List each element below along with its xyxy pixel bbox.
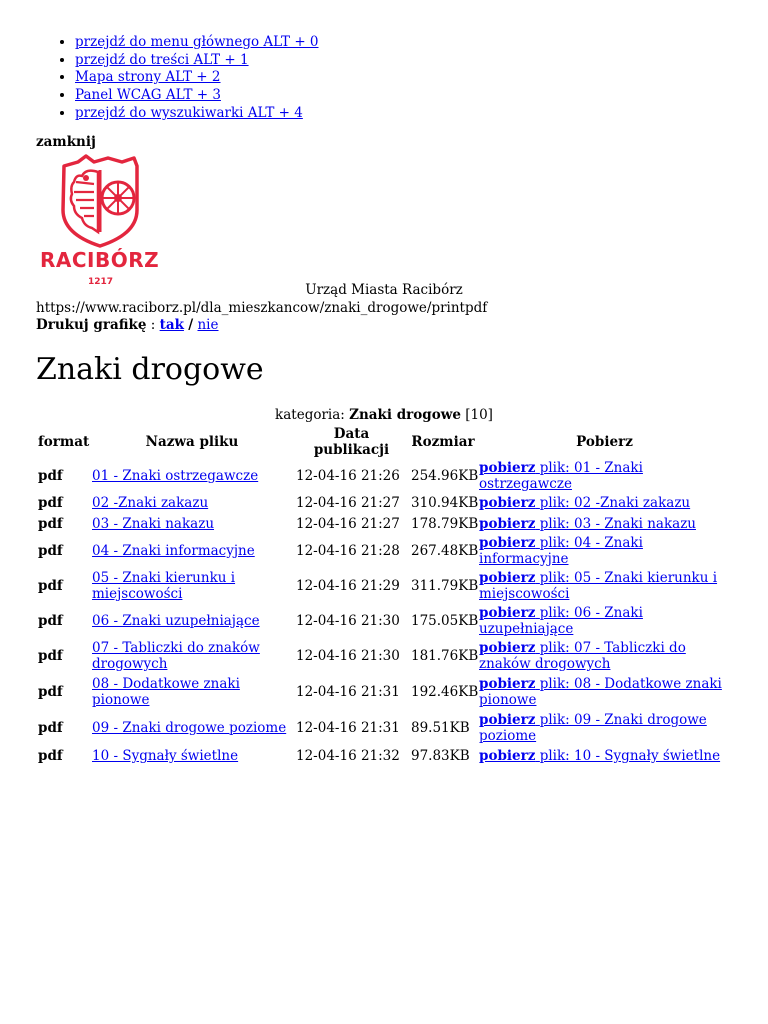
table-row — [36, 710, 732, 746]
download-cell — [477, 746, 732, 767]
category-line — [0, 407, 768, 423]
download-file-label: plik: 03 - Znaki nakazu — [539, 515, 696, 532]
file-date: 12-04-16 21:28 — [296, 543, 400, 559]
files-table — [36, 425, 732, 767]
download-label: pobierz — [479, 570, 536, 586]
file-date: 12-04-16 21:30 — [296, 613, 400, 629]
print-graphics-no-link[interactable]: nie — [197, 317, 219, 333]
page-title: Znaki drogowe — [36, 352, 264, 387]
download-link[interactable] — [479, 516, 696, 532]
category-prefix: kategoria: — [275, 407, 345, 423]
download-cell — [477, 710, 732, 746]
file-size: 254.96KB — [411, 468, 479, 484]
download-label: pobierz — [479, 748, 536, 765]
logo-wordmark: RACIBÓRZ — [40, 248, 160, 272]
download-cell — [477, 604, 732, 638]
category-count: [10] — [465, 407, 493, 423]
download-file-label: plik: 08 - Dodatkowe znaki pionowe — [479, 676, 722, 708]
file-name-link[interactable]: 01 - Znaki ostrzegawcze — [92, 468, 259, 484]
file-size: 181.76KB — [411, 648, 479, 664]
download-cell — [477, 459, 732, 493]
file-size: 89.51KB — [411, 720, 470, 736]
skip-link-item — [75, 105, 319, 123]
file-date: 12-04-16 21:29 — [296, 578, 400, 594]
skip-link-item — [75, 69, 319, 87]
table-row — [36, 638, 732, 674]
download-file-label: plik: 01 - Znaki ostrzegawcze — [479, 460, 643, 492]
download-cell — [477, 674, 732, 710]
download-file-label: plik: 02 -Znaki zakazu — [539, 495, 691, 512]
download-file-label: plik: 09 - Znaki drogowe poziome — [479, 712, 707, 744]
header-size: Rozmiar — [411, 434, 475, 450]
file-name-link[interactable]: 07 - Tabliczki do znaków drogowych — [92, 640, 260, 672]
header-name: Nazwa pliku — [145, 434, 239, 450]
download-label: pobierz — [479, 640, 536, 656]
file-format: pdf — [38, 578, 63, 594]
header-download: Pobierz — [576, 434, 633, 450]
download-label: pobierz — [479, 495, 536, 512]
download-cell — [477, 638, 732, 674]
table-row — [36, 746, 732, 767]
file-name-cell — [90, 674, 294, 710]
table-row — [36, 534, 732, 568]
table-row — [36, 493, 732, 514]
download-label: pobierz — [479, 460, 536, 476]
file-size: 310.94KB — [411, 495, 479, 512]
header-format: format — [38, 434, 90, 450]
download-link[interactable] — [479, 676, 722, 708]
file-size: 178.79KB — [411, 515, 479, 532]
office-name: Urząd Miasta Racibórz — [305, 282, 463, 298]
download-file-label: plik: 07 - Tabliczki do znaków drogowych — [479, 640, 686, 672]
download-label: pobierz — [479, 535, 536, 551]
file-name-cell — [90, 710, 294, 746]
file-size: 97.83KB — [411, 748, 470, 765]
logo-year: 1217 — [88, 277, 114, 287]
wcag-panel-link[interactable]: Panel WCAG ALT + 3 — [75, 87, 221, 104]
download-file-label: plik: 05 - Znaki kierunku i miejscowości — [479, 570, 718, 602]
skip-links-list — [36, 34, 319, 122]
file-date: 12-04-16 21:31 — [296, 720, 400, 736]
file-name-link[interactable]: 03 - Znaki nakazu — [92, 515, 215, 532]
file-name-cell — [90, 638, 294, 674]
file-date: 12-04-16 21:26 — [296, 468, 400, 484]
file-name-link[interactable]: 10 - Sygnały świetlne — [92, 748, 239, 765]
file-name-link[interactable]: 08 - Dodatkowe znaki pionowe — [92, 676, 240, 708]
download-cell — [477, 514, 732, 535]
download-file-label: plik: 10 - Sygnały świetlne — [539, 748, 721, 765]
download-cell — [477, 534, 732, 568]
file-format: pdf — [38, 684, 63, 700]
download-file-label: plik: 06 - Znaki uzupełniające — [479, 605, 643, 637]
file-format: pdf — [38, 468, 63, 484]
file-size: 175.05KB — [411, 613, 479, 629]
sitemap-link[interactable]: Mapa strony ALT + 2 — [75, 69, 221, 86]
download-link[interactable] — [479, 712, 707, 744]
table-header-row — [36, 425, 732, 459]
download-link[interactable] — [479, 535, 643, 567]
table-row — [36, 674, 732, 710]
print-graphics-label: Drukuj grafikę — [36, 317, 147, 333]
file-name-link[interactable]: 05 - Znaki kierunku i miejscowości — [92, 570, 236, 602]
file-date: 12-04-16 21:27 — [296, 495, 400, 512]
print-graphics-slash: / — [188, 317, 194, 333]
header-date: Data publikacji — [313, 426, 390, 458]
table-row — [36, 568, 732, 604]
close-button[interactable]: zamknij — [36, 134, 96, 150]
download-link[interactable] — [479, 640, 686, 672]
download-label: pobierz — [479, 712, 536, 728]
file-name-cell — [90, 514, 294, 535]
file-size: 267.48KB — [411, 543, 479, 559]
file-name-cell — [90, 493, 294, 514]
table-row — [36, 604, 732, 638]
file-size: 311.79KB — [411, 578, 479, 594]
skip-link-item — [75, 52, 319, 70]
skip-link-item — [75, 34, 319, 52]
download-label: pobierz — [479, 515, 536, 532]
download-link[interactable] — [479, 570, 717, 602]
download-file-label: plik: 04 - Znaki informacyjne — [479, 535, 643, 567]
file-format: pdf — [38, 613, 63, 629]
skip-to-content-link[interactable]: przejdź do treści ALT + 1 — [75, 51, 249, 68]
file-size: 192.46KB — [411, 684, 479, 700]
file-date: 12-04-16 21:30 — [296, 648, 400, 664]
print-graphics-option — [36, 317, 219, 333]
page-url: https://www.raciborz.pl/dla_mieszkancow/znaki_drogowe/printpdf — [36, 300, 488, 316]
file-name-link[interactable]: 09 - Znaki drogowe poziome — [92, 720, 287, 736]
file-format: pdf — [38, 648, 63, 664]
file-format: pdf — [38, 543, 63, 559]
file-name-cell — [90, 746, 294, 767]
file-format: pdf — [38, 515, 63, 532]
file-name-link[interactable]: 02 -Znaki zakazu — [92, 495, 209, 512]
download-link[interactable] — [479, 605, 643, 637]
file-name-cell — [90, 534, 294, 568]
download-link[interactable] — [479, 495, 690, 511]
file-name-cell — [90, 604, 294, 638]
file-format: pdf — [38, 748, 63, 765]
table-row — [36, 459, 732, 493]
skip-to-main-menu-link[interactable]: przejdź do menu głównego ALT + 0 — [75, 34, 319, 50]
file-name-cell — [90, 568, 294, 604]
table-row — [36, 514, 732, 535]
file-name-cell — [90, 459, 294, 493]
file-format: pdf — [38, 495, 63, 512]
category-name: Znaki drogowe — [349, 407, 461, 423]
file-name-link[interactable]: 06 - Znaki uzupełniające — [92, 613, 260, 629]
download-label: pobierz — [479, 605, 536, 621]
print-graphics-yes-link[interactable]: tak — [159, 317, 184, 333]
file-name-link[interactable]: 04 - Znaki informacyjne — [92, 543, 255, 559]
print-graphics-separator: : — [150, 317, 156, 333]
skip-link-item — [75, 87, 319, 105]
files-table-body — [36, 459, 732, 767]
file-date: 12-04-16 21:27 — [296, 515, 400, 532]
raciborz-logo — [36, 152, 162, 292]
skip-to-search-link[interactable]: przejdź do wyszukiwarki ALT + 4 — [75, 104, 303, 121]
download-link[interactable] — [479, 460, 643, 492]
download-cell — [477, 493, 732, 514]
file-date: 12-04-16 21:31 — [296, 684, 400, 700]
file-date: 12-04-16 21:32 — [296, 748, 400, 765]
download-label: pobierz — [479, 676, 536, 692]
file-format: pdf — [38, 720, 63, 736]
download-cell — [477, 568, 732, 604]
download-link[interactable] — [479, 748, 720, 764]
